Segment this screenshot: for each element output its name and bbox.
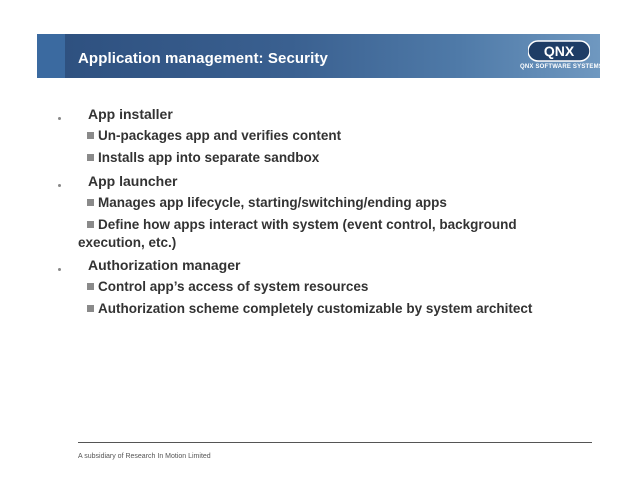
square-bullet-icon xyxy=(87,154,94,161)
sub-bullet-text: Installs app into separate sandbox xyxy=(98,150,320,165)
sub-bullet xyxy=(87,150,319,165)
bullet-app-installer: App installer xyxy=(88,106,173,122)
sub-bullet-text: Authorization scheme completely customizable by system architect xyxy=(98,301,533,316)
footer-text: A subsidiary of Research In Motion Limited xyxy=(78,453,211,460)
sub-bullet-text: Control app’s access of system resources xyxy=(98,279,369,294)
sub-bullet-text: Manages app lifecycle, starting/switching/ending apps xyxy=(98,195,447,210)
square-bullet-icon xyxy=(87,199,94,206)
svg-text:QNX: QNX xyxy=(543,43,575,59)
qnx-logo-icon xyxy=(528,40,590,62)
bullet-authorization-manager: Authorization manager xyxy=(88,257,241,273)
sub-bullet xyxy=(87,279,368,294)
sub-bullet-text: Define how apps interact with system (event control, background xyxy=(98,217,517,232)
bullet-marker xyxy=(58,268,61,271)
sub-bullet-text: Un-packages app and verifies content xyxy=(98,128,342,143)
bullet-app-launcher: App launcher xyxy=(88,173,178,189)
title-banner-accent xyxy=(37,34,65,78)
slide-title: Application management: Security xyxy=(78,50,328,67)
square-bullet-icon xyxy=(87,283,94,290)
square-bullet-icon xyxy=(87,132,94,139)
bullet-marker xyxy=(58,117,61,120)
sub-bullet xyxy=(87,301,532,316)
square-bullet-icon xyxy=(87,305,94,312)
footer-divider xyxy=(78,442,592,443)
bullet-marker xyxy=(58,184,61,187)
square-bullet-icon xyxy=(87,221,94,228)
sub-bullet xyxy=(87,128,341,143)
sub-bullet xyxy=(87,195,447,210)
sub-bullet-continuation: execution, etc.) xyxy=(78,235,177,250)
logo-tagline: QNX SOFTWARE SYSTEMS xyxy=(520,64,604,70)
sub-bullet xyxy=(87,217,517,232)
qnx-logo xyxy=(520,40,604,74)
